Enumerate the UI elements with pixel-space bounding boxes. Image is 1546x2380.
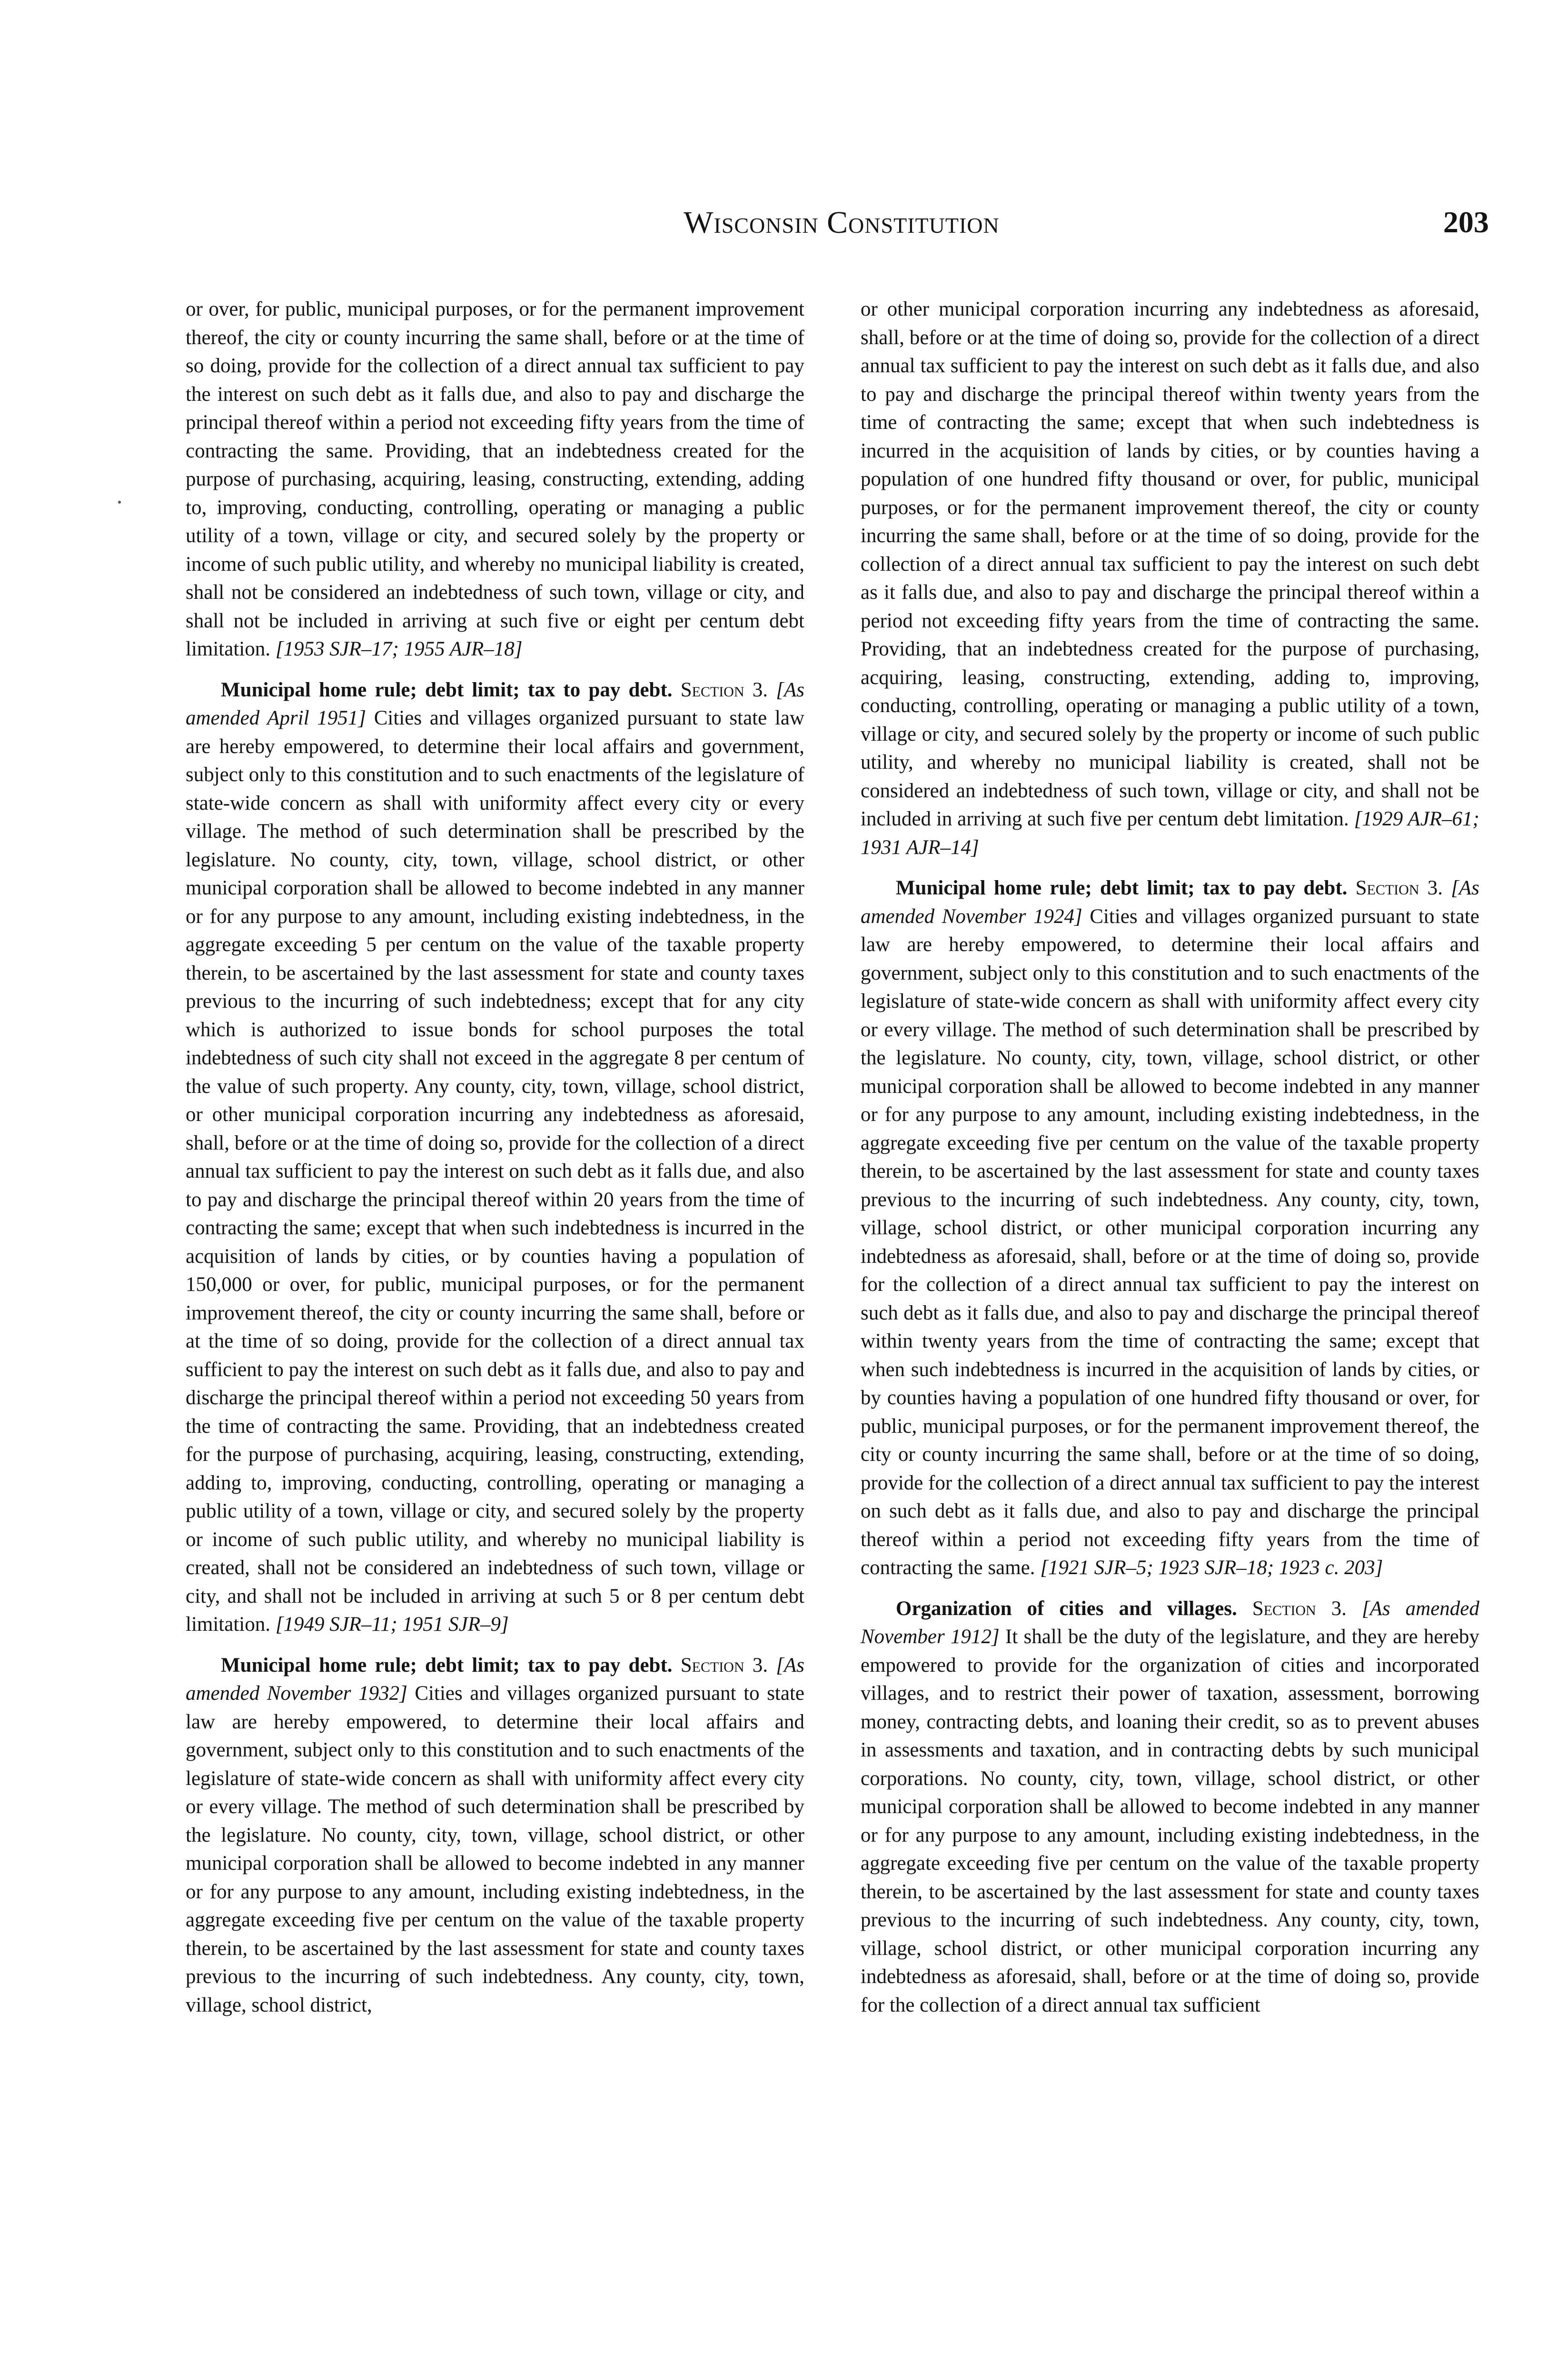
- section-text: It shall be the duty of the legislature, and they are hereby empowered to provide for the organization of cities and incorporated villages, and to restrict their power of taxation, assessment, borrowing money, contracting debts, and loaning their credit, so as to prevent abuses in assessments and taxation, and in contracting debts by such municipal corporations. No county, city, town, village, school district, or other municipal corporation shall be allowed to become indebted in any manner or for any purpose to any amount, including existing indebtedness, in the aggregate exceeding five per centum on the value of the taxable property therein, to be ascertained by the last assessment for state and county taxes previous to the incurring of such indebtedness. Any county, city, town, village, school district, or other municipal corporation incurring any indebtedness as aforesaid, shall, before or at the time of doing so, provide for the collection of a direct annual tax sufficient: [861, 1626, 1480, 2016]
- section-april-1951: [186, 676, 804, 1639]
- citation: [1953 SJR–17; 1955 AJR–18]: [275, 638, 523, 660]
- citation: [1921 SJR–5; 1923 SJR–18; 1923 c. 203]: [1040, 1557, 1383, 1579]
- section-label: Section 3.: [680, 1654, 768, 1676]
- citation: [1929 AJR–61; 1931 AJR–14]: [861, 808, 1479, 859]
- left-column: [186, 295, 804, 2032]
- section-heading: Municipal home rule; debt limit; tax to pay debt.: [221, 678, 673, 701]
- section-label: Section 3.: [1252, 1597, 1347, 1620]
- continued-paragraph: [861, 295, 1479, 862]
- section-heading: Municipal home rule; debt limit; tax to pay debt.: [896, 877, 1348, 899]
- section-heading: Municipal home rule; debt limit; tax to pay debt.: [221, 1654, 673, 1676]
- amendment-note: [As amended April 1951]: [186, 678, 805, 729]
- page-header: [194, 200, 1489, 252]
- margin-speck: [118, 501, 121, 504]
- amendment-note: [As amended November 1932]: [186, 1654, 805, 1705]
- section-label: Section 3.: [1355, 877, 1443, 899]
- paragraph-text: or over, for public, municipal purposes, or for the permanent improvement thereof, the city or county incurring the same shall, before or at the time of so doing, provide for the collection of a direct annual tax sufficient to pay the interest on such debt as it falls due, and also to pay and discharge the principal thereof within a period not exceeding fifty years from the time of contracting the same. Providing, that an indebtedness created for the purpose of purchasing, acquiring, leasing, constructing, extending, adding to, improving, conducting, controlling, operating or managing a public utility of a town, village or city, and secured solely by the property or income of such public utility, and whereby no municipal liability is created, shall not be considered an indebtedness of such town, village or city, and shall not be included in arriving at such five or eight per centum debt limitation.: [186, 298, 805, 660]
- section-text: Cities and villages organized pursuant to state law are hereby empowered, to determine their local affairs and government, subject only to this constitution and to such enactments of the legislature of state-wide concern as shall with uniformity affect every city or every village. The method of such determination shall be prescribed by the legislature. No county, city, town, village, school district, or other municipal corporation shall be allowed to become indebted in any manner or for any purpose to any amount, including existing indebtedness, in the aggregate exceeding five per centum on the value of the taxable property therein, to be ascertained by the last assessment for state and county taxes previous to the incurring of such indebtedness. Any county, city, town, village, school district,: [186, 1682, 804, 2016]
- right-column: [861, 295, 1479, 2032]
- section-label: Section 3.: [680, 678, 768, 701]
- section-heading: Organization of cities and villages.: [896, 1597, 1237, 1620]
- running-title: Wisconsin Constitution: [684, 205, 1000, 240]
- paragraph-text: or other municipal corporation incurring any indebtedness as aforesaid, shall, before or at the time of doing so, provide for the collection of a direct annual tax sufficient to pay the interest on such debt as it falls due, and also to pay and discharge the principal thereof within twenty years from the time of contracting the same; except that when such indebtedness is incurred in the acquisition of lands by cities, or by counties having a population of one hundred fifty thousand or over, for public, municipal purposes, or for the permanent improvement thereof, the city or county incurring the same shall, before or at the time of so doing, provide for the collection of a direct annual tax sufficient to pay the interest on such debt as it falls due, and also to pay and discharge the principal thereof within a period not exceeding fifty years from the time of contracting the same. Providing, that an indebtedness created for the purpose of purchasing, acquiring, leasing, constructing, extending, adding to, improving, conducting, controlling, operating or managing a public utility of a town, village or city, and secured solely by the property or income of such public utility, and whereby no municipal liability is created, shall not be considered an indebtedness of such town, village or city, and shall not be included in arriving at such five per centum debt limitation.: [861, 298, 1479, 830]
- section-text: Cities and villages organized pursuant to state law are hereby empowered, to determine their local affairs and government, subject only to this constitution and to such enactments of the legislature of state-wide concern as shall with uniformity affect every city or every village. The method of such determination shall be prescribed by the legislature. No county, city, town, village, school district, or other municipal corporation shall be allowed to become indebted in any manner or for any purpose to any amount, including existing indebtedness, in the aggregate exceeding five per centum on the value of the taxable property therein, to be ascertained by the last assessment for state and county taxes previous to the incurring of such indebtedness. Any county, city, town, village, school district, or other municipal corporation incurring any indebtedness as aforesaid, shall, before or at the time of doing so, provide for the collection of a direct annual tax sufficient to pay the interest on such debt as it falls due, and also to pay and discharge the principal thereof within twenty years from the time of contracting the same; except that when such indebtedness is incurred in the acquisition of lands by cities, or by counties having a population of one hundred fifty thousand or over, for public, municipal purposes, or for the permanent improvement thereof, the city or county incurring the same shall, before or at the time of so doing, provide for the collection of a direct annual tax sufficient to pay the interest on such debt as it falls due, and also to pay and discharge the principal thereof within a period not exceeding fifty years from the time of contracting the same.: [861, 905, 1479, 1579]
- section-november-1924: [861, 874, 1479, 1582]
- section-november-1932: [186, 1651, 804, 2020]
- section-text: Cities and villages organized pursuant to state law are hereby empowered, to determine their local affairs and government, subject only to this constitution and to such enactments of the legislature of state-wide concern as shall with uniformity affect every city or every village. The method of such determination shall be prescribed by the legislature. No county, city, town, village, school district, or other municipal corporation shall be allowed to become indebted in any manner or for any purpose to any amount, including existing indebtedness, in the aggregate exceeding 5 per centum on the value of the taxable property therein, to be ascertained by the last assessment for state and county taxes previous to the incurring of such indebtedness; except that for any city which is authorized to issue bonds for school purposes the total indebtedness of such city shall not exceed in the aggregate 8 per centum of the value of such property. Any county, city, town, village, school district, or other municipal corporation incurring any indebtedness as aforesaid, shall, before or at the time of doing so, provide for the collection of a direct annual tax sufficient to pay the interest on such debt as it falls due, and also to pay and discharge the principal thereof within 20 years from the time of contracting the same; except that when such indebtedness is incurred in the acquisition of lands by cities, or by counties having a population of 150,000 or over, for public, municipal purposes, or for the permanent improvement thereof, the city or county incurring the same shall, before or at the time of so doing, provide for the collection of a direct annual tax sufficient to pay the interest on such debt as it falls due, and also to pay and discharge the principal thereof within a period not exceeding 50 years from the time of contracting the same. Providing, that an indebtedness created for the purpose of purchasing, acquiring, leasing, constructing, extending, adding to, improving, conducting, controlling, operating or managing a public utility of a town, village or city, and secured solely by the property or income of such public utility, and whereby no municipal liability is created, shall not be considered an indebtedness of such town, village or city, and shall not be included in arriving at such 5 or 8 per centum debt limitation.: [186, 707, 805, 1636]
- amendment-note: [As amended November 1912]: [861, 1597, 1480, 1648]
- page-number: 203: [1443, 205, 1489, 239]
- continued-paragraph: [186, 295, 804, 664]
- section-november-1912: [861, 1595, 1479, 2020]
- amendment-note: [As amended November 1924]: [861, 877, 1480, 928]
- citation: [1949 SJR–11; 1951 SJR–9]: [275, 1613, 509, 1636]
